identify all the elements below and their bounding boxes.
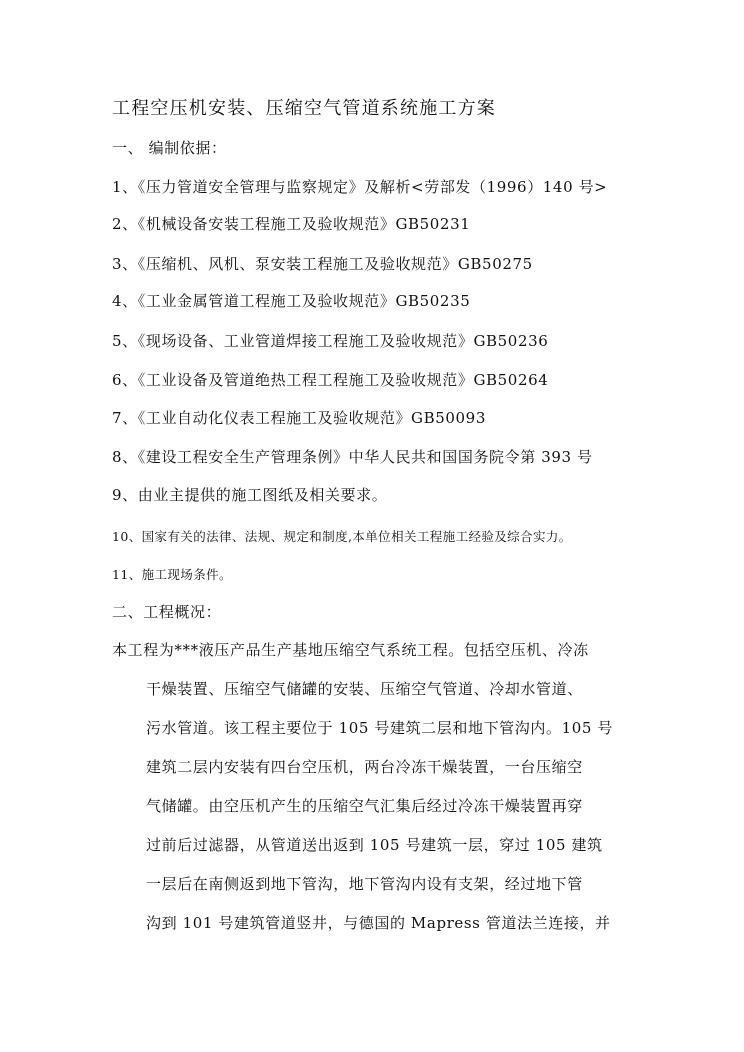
overview-line: 气储罐。由空压机产生的压缩空气汇集后经过冷冻干燥装置再穿 [146, 797, 583, 815]
basis-item: 11、施工现场条件。 [112, 567, 232, 582]
basis-item: 8、《建设工程安全生产管理条例》中华人民共和国国务院令第 393 号 [112, 448, 593, 466]
basis-item: 7、《工业自动化仪表工程施工及验收规范》GB50093 [112, 409, 486, 427]
overview-line: 过前后过滤器，从管道送出返到 105 号建筑一层，穿过 105 建筑 [146, 836, 603, 854]
section-heading-basis: 一、 编制依据： [112, 139, 227, 157]
basis-item: 5、《现场设备、工业管道焊接工程施工及验收规范》GB50236 [112, 332, 549, 350]
basis-item: 4、《工业金属管道工程施工及验收规范》GB50235 [112, 292, 471, 310]
overview-line: 一层后在南侧返到地下管沟，地下管沟内设有支架，经过地下管 [146, 875, 583, 893]
overview-line: 建筑二层内安装有四台空压机，两台冷冻干燥装置，一台压缩空 [146, 758, 583, 776]
basis-item: 1、《压力管道安全管理与监察规定》及解析<劳部发（1996）140 号> [112, 178, 608, 196]
section-heading-overview: 二、工程概况： [112, 603, 222, 621]
basis-item: 6、《工业设备及管道绝热工程工程施工及验收规范》GB50264 [112, 371, 549, 389]
overview-line: 干燥装置、压缩空气储罐的安装、压缩空气管道、冷却水管道、 [146, 680, 583, 698]
basis-item: 2、《机械设备安装工程施工及验收规范》GB50231 [112, 215, 471, 233]
basis-item: 10、国家有关的法律、法规、规定和制度,本单位相关工程施工经验及综合实力。 [112, 529, 572, 544]
basis-item: 3、《压缩机、风机、泵安装工程施工及验收规范》GB50275 [112, 255, 533, 273]
overview-line: 沟到 101 号建筑管道竖井，与德国的 Mapress 管道法兰连接，并 [146, 914, 611, 932]
overview-line: 本工程为***液压产品生产基地压缩空气系统工程。包括空压机、冷冻 [112, 641, 589, 659]
basis-item: 9、由业主提供的施工图纸及相关要求。 [112, 486, 388, 504]
overview-line: 污水管道。该工程主要位于 105 号建筑二层和地下管沟内。105 号 [146, 719, 613, 737]
document-title: 工程空压机安装、压缩空气管道系统施工方案 [112, 98, 496, 119]
overview-paragraph [112, 640, 642, 952]
